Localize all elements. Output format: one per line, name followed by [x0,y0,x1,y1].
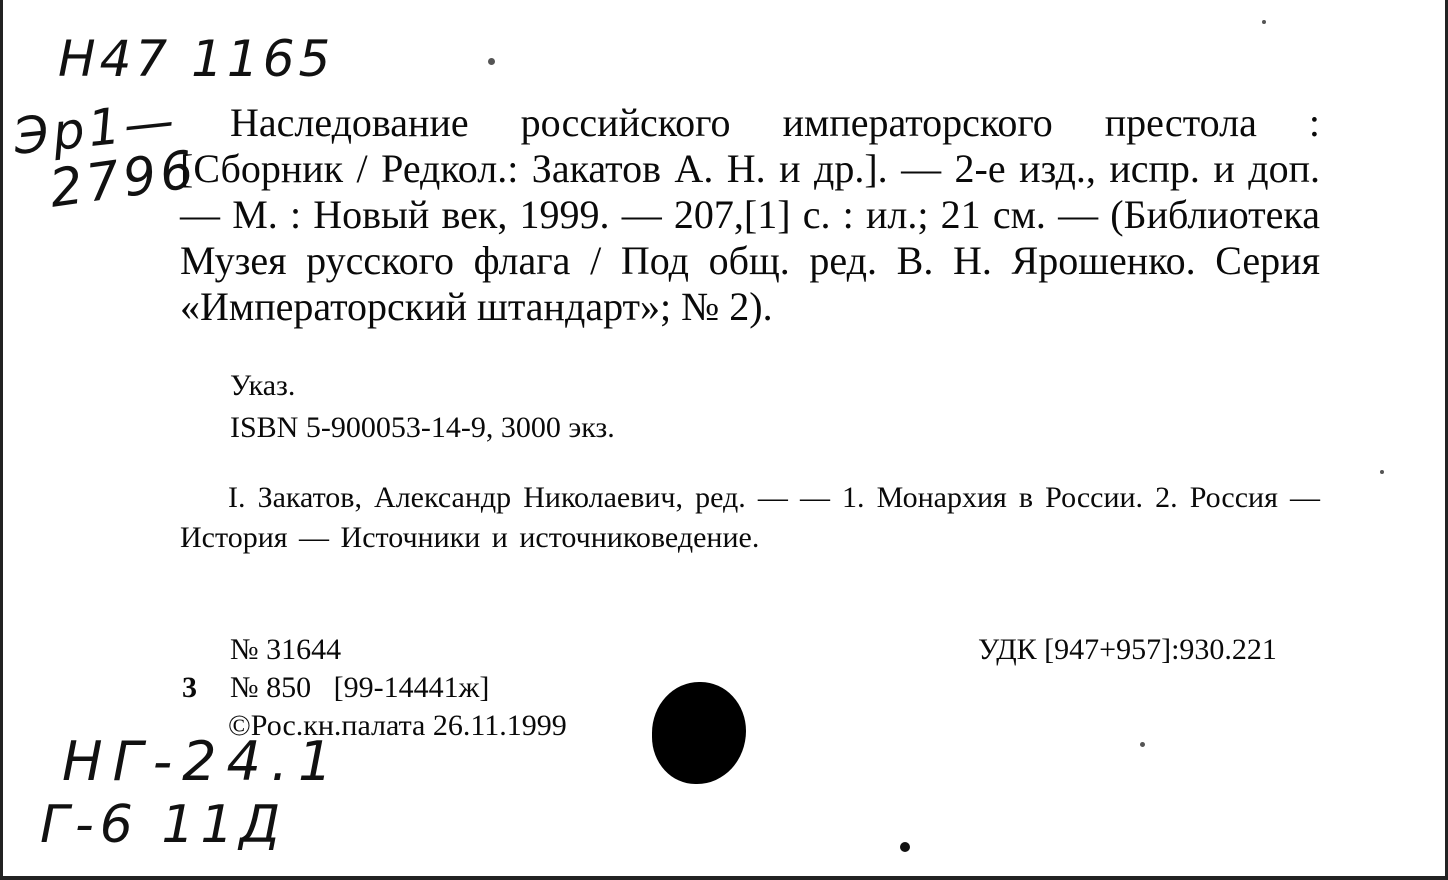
speck [1140,742,1145,747]
entry-title: Наследование российского императорского престола : [Сборник / Редкол.: Закатов А. Н. и др.]. — 2-е изд., испр. и доп. — М. : Новый век, 1999. — 207,[1] с. : ил.; 21 см. — (Библиотека Музея русского флага / Под общ. ред. В. Н. Ярошенко. Серия «Императорский штандарт»; № 2). [180,100,1320,329]
handwritten-bottom-mark-1: НГ-24.1 [62,730,343,793]
speck [488,58,495,65]
handwritten-left-mark-2: 2796 [45,139,202,220]
entry-isbn: ISBN 5-900053-14-9, 3000 экз. [230,411,615,444]
footer-prefix: 3 [182,671,197,704]
ink-blot-tail [680,760,720,782]
entry-note: Указ. [230,369,296,402]
handwritten-left-mark-1: Эр1— [10,90,181,166]
handwritten-bottom-mark-2: Г-6 11Д [40,795,287,855]
order-number: № 850 [99-14441ж] [230,671,490,704]
speck [900,842,910,852]
speck [1380,470,1384,474]
speck [1262,20,1266,24]
handwritten-call-number: Н47 1165 [58,30,335,88]
card-number: № 31644 [230,633,342,666]
subject-headings: I. Закатов, Александр Николаевич, ред. — — 1. Монархия в России. 2. Россия — История — Источники и источниковедение. [180,481,1320,554]
card-bottom-edge [0,876,1448,880]
card-left-edge [0,0,3,880]
udk-code: УДК [947+957]:930.221 [978,633,1277,666]
bibliographic-entry [180,100,1320,330]
copyright-line: ©Рос.кн.палата 26.11.1999 [228,709,567,742]
